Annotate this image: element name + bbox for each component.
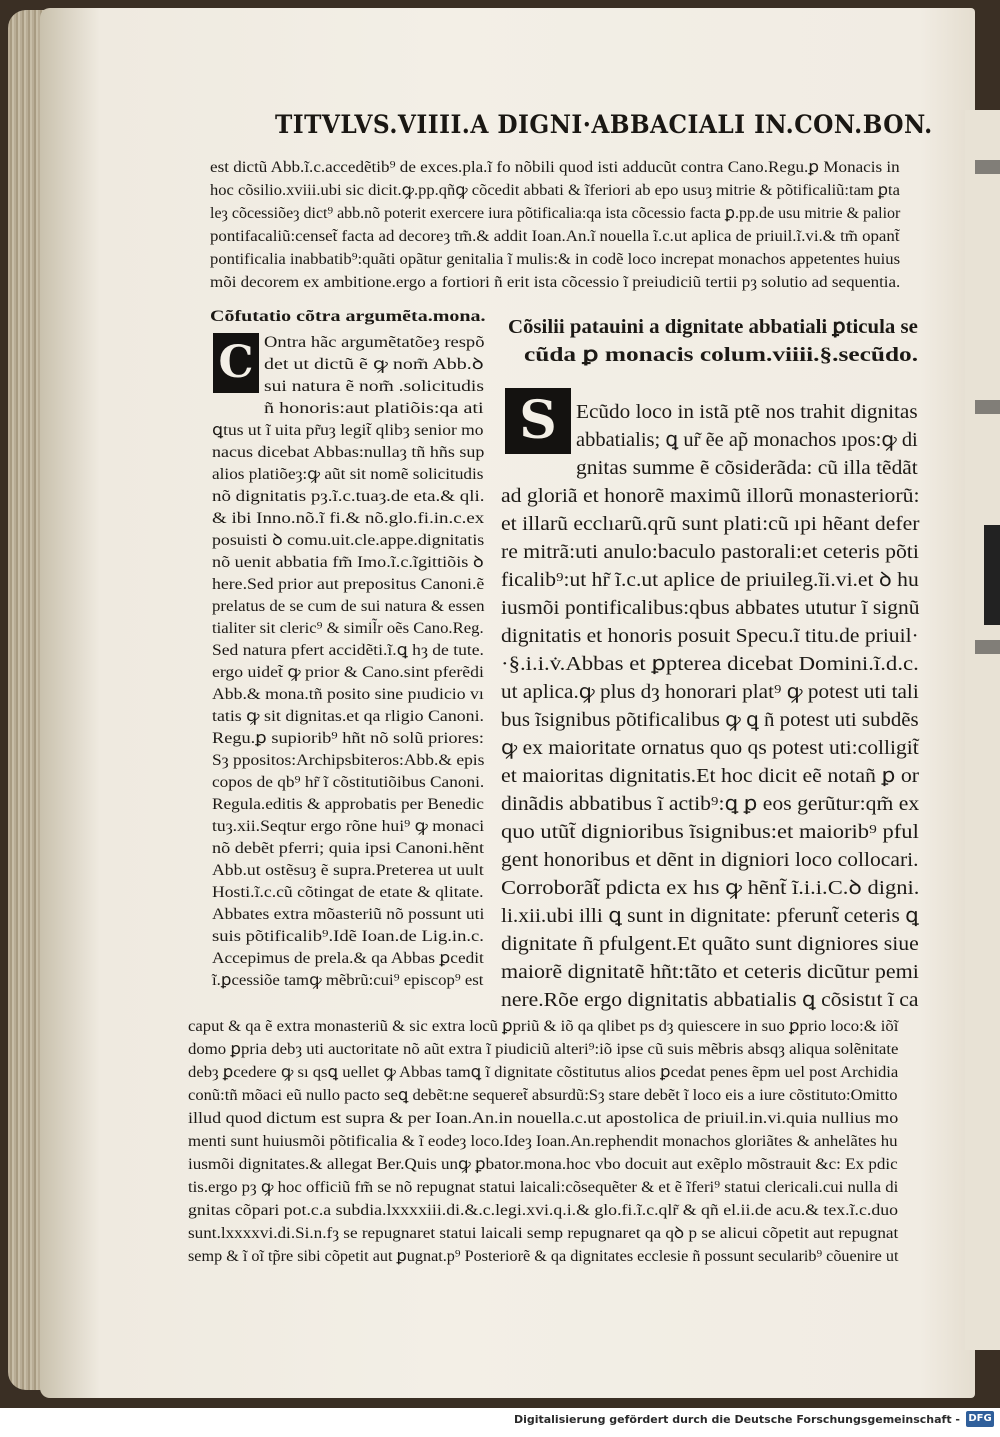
running-head: TITVLVS.VIIII.A DIGNI·ABBACIALI IN.CON.BON. — [275, 110, 933, 139]
text-line: caput & qa ẽ extra monasteriũ & sic extra locũ ꝑpriũ & iõ qa qlibet ps dȝ quiescere in suo ꝑprio loco:& iõĩ — [188, 1018, 899, 1035]
text-line: quo utũt̃ dignioribus ĩsignibus:et maiorib⁹ pful — [501, 821, 919, 843]
text-line: gnitas summe ẽ cõsiderãda: cũ illa tẽdãt — [576, 457, 918, 479]
text-line: hoc cõsilio.xviii.ubi sic dicit.ꝙ.pp.qñꝙ cõcedit abbati & ĩferiori ab epo usuȝ mitrie & põtificaliũ:tam ꝑta — [210, 182, 900, 199]
text-line: ficalib⁹:ut hr̃ ĩ.c.ut aplice de priuileg.ĩi.vi.et ꝺ hu — [501, 569, 919, 591]
text-line: dignitatis et honoris posuit Specu.ĩ titu.de priuil· — [501, 625, 919, 647]
text-line: Sed natura pfert accidẽti.ĩ.ꝗ hȝ de tute. — [212, 642, 484, 659]
text-line: nõ uenit abbatia fm̃ Imo.ĩ.c.ĩgittiõis ꝺ — [212, 554, 484, 571]
text-line: gnitas cõpari pot.c.a subdia.lxxxxiii.di.&.c.legi.xvi.q.i.& glo.fi.ĩ.c.qlr̃ & qñ el.ii.de acu.& tex.ĩ.c.duo — [188, 1202, 898, 1219]
text-line: et illarũ ecclıarũ.qrũ sunt plati:cũ ıpi hẽant defer — [501, 513, 920, 535]
text-line: pontifacaliũ:censet̃ facta ad decoreȝ tm̃.& addit Ioan.An.ĩ nouella ĩ.c.ut aplica de priuil.ĩ.vi.& tm̃ opant̃ — [210, 228, 900, 245]
text-line: & ibi Inno.nõ.ĩ fi.& nõ.glo.fi.in.c.ex — [212, 510, 485, 527]
text-line: ut aplica.ꝙ plus dȝ honorari plat⁹ ꝙ potest uti tali — [501, 681, 919, 703]
facing-page-text — [975, 640, 1000, 654]
text-line: Corroborãt̃ pdicta ex hıs ꝙ hẽnt̃ ĩ.i.i.C.ꝺ digni. — [501, 877, 920, 899]
text-line: Accepimus de prela.& qa Abbas ꝑcedit — [212, 950, 484, 967]
text-line: sunt.lxxxxvi.di.Si.n.fȝ se repugnaret statui laicali semp repugnaret qa qꝺ p se alicui cõpetit aut repugnat — [188, 1225, 899, 1242]
text-line: Regu.ꝑ supiorib⁹ hñt nõ solũ priores: — [212, 730, 484, 747]
facing-page-text — [975, 400, 1000, 414]
dfg-logo: DFG — [966, 1411, 994, 1427]
text-line: tuȝ.xii.Seqtur ergo rõne hui⁹ ꝙ monaci — [212, 818, 485, 835]
text-line: nõ debẽt pferri; quia ipsi Canoni.hẽnt — [212, 840, 485, 857]
text-line: Abb.& mona.tñ posito sine pıudicio vı — [212, 686, 484, 703]
text-line: Hosti.ĩ.c.cũ cõtingat de etate & qlitate. — [212, 884, 484, 901]
decorated-initial: C — [213, 333, 259, 393]
section-heading: Cõfutatio cõtra argumẽta.mona. — [210, 308, 486, 325]
text-line: bus ĩsignibus põtificalibus ꝙ ꝗ ñ potest uti subdẽs — [501, 709, 919, 731]
section-heading: cũda ꝑ monacis colum.viiii.§.secũdo. — [524, 344, 919, 366]
text-line: Abb.ut ostẽsuȝ ẽ supra.Preterea ut uult — [212, 862, 484, 879]
text-line: copos de qb⁹ hr̃ ĩ cõstitutiõibus Canoni. — [212, 774, 485, 791]
funding-notice: Digitalisierung gefördert durch die Deutsche Forschungsgemeinschaft - — [513, 1413, 960, 1426]
facing-page-edge — [965, 110, 1000, 1350]
text-line: Abbates extra mõasteriũ nõ possunt uti — [212, 906, 485, 923]
text-line: dignitate ñ pfulgent.Et quãto sunt digniores siue — [501, 933, 919, 955]
text-line: iusmõi pontificalibus:qbus abbates ututur ĩ signũ — [501, 597, 920, 619]
text-line: pontificalia inabbatib⁹:quãti opãtur genitalia ĩ mulis:& in codẽ loco increpat monachos appetentes huius — [210, 251, 901, 268]
text-line: iusmõi dignitates.& allegat Ber.Quis unꝙ ꝑbator.mona.hoc vbo docuit aut exẽplo mõstrauit &c: Ex pdic — [188, 1156, 898, 1173]
text-line: tialiter sit cleric⁹ & simil̃r oẽs Cano.Reg. — [212, 620, 484, 637]
text-line: ñ honoris:aut platiõis:qa ati — [264, 400, 484, 417]
text-line: prelatus de se cum de sui natura & essen — [212, 598, 485, 615]
text-line: leȝ cõcessiõeȝ dict⁹ abb.nõ poterit exercere iura põtificalia:qa ista cõcessio facta ꝑ.pp.de usu mitrie & palior — [210, 205, 901, 222]
text-line: det ut dictũ ẽ ꝙ nom̃ Abb.ꝺ — [264, 356, 484, 373]
text-line: domo ꝑpria debȝ uti auctoritate nõ aũt extra ĩ piudiciũ alteri⁹:iõ ipse cũ suis mẽbris absqȝ aliqua solẽnitate — [188, 1041, 899, 1058]
text-line: li.xii.ubi illi ꝗ sunt in dignitate: pferunt̃ ceteris ꝗ — [501, 905, 919, 927]
text-line: ꝗtus ut ĩ uita pr̃uȝ legit̃ qlibȝ senior mo — [212, 422, 484, 439]
text-line: suis põtificalib⁹.Idẽ Ioan.de Lig.in.c. — [212, 928, 484, 945]
text-line: Sȝ ppositos:Archipsbiteros:Abb.& epis — [212, 752, 485, 769]
text-line: conũ:tñ mõaci eũ nullo pacto seꝗ debẽt:ne sequeret̃ absurdũ:Sȝ stare debẽt ĩ loco eis a iure cõstituto:Omitto — [188, 1087, 898, 1104]
text-line: nere.Rõe ergo dignitatis abbatialis ꝗ cõsistıt ĩ ca — [501, 989, 919, 1011]
text-line: alios platiõeȝ:ꝙ aũt sit nomẽ solicitudis — [212, 466, 484, 483]
text-line: menti sunt huiusmõi põtificalia & ĩ eodeȝ loco.Ideȝ Ioan.An.rephendit monachos gloriãtes & anhelãtes hu — [188, 1133, 898, 1150]
section-heading: Cõsilii patauini a dignitate abbatiali ꝑticula se — [508, 316, 918, 338]
text-line: gent honoribus et dẽnt in digniori loco collocari. — [501, 849, 919, 871]
text-line: est dictũ Abb.ĩ.c.accedẽtib⁹ de exces.pla.ĩ fo nõbili quod isti adducũt contra Cano.Regu.ꝑ Monacis in — [210, 159, 900, 176]
text-line: tatis ꝙ sit dignitas.et qa rligio Canoni. — [212, 708, 484, 725]
text-line: nõ dignitatis pȝ.ĩ.c.tuaȝ.de eta.& qli. — [212, 488, 485, 505]
text-line: nacus dicebat Abbas:nullaȝ tñ hñs sup — [212, 444, 485, 461]
text-line: ꝙ ex maioritate ornatus quo qs potest uti:colligit̃ — [501, 737, 919, 759]
facing-page-text — [975, 160, 1000, 174]
text-line: semp & ĩ oĩ tp̃re sibi cõpetit aut ꝑugnat.p⁹ Posteriorẽ & qa dignitates ecclesie ñ possunt secularib⁹ cõuenire ut — [188, 1248, 899, 1265]
text-line: Ontra hãc argumẽtatõeȝ respõ — [264, 334, 485, 351]
text-line: ĩ.ꝑcessiõe tamꝙ mẽbrũ:cui⁹ episcop⁹ est — [212, 972, 484, 989]
text-line: mõi decorem ex ambitione.ergo a fortiori ñ erit ista cõcessio ĩ preiudiciũ tertii pȝ solutio ad sequentia. — [210, 274, 901, 291]
text-line: abbatialis; ꝗ ur̃ ẽe ap̃ monachos ıpos:ꝙ di — [576, 429, 918, 451]
text-line: re mitrã:uti anulo:baculo pastorali:et ceteris põti — [501, 541, 919, 563]
text-line: maiorẽ dignitatẽ hñt:tãto et ceteris dicũtur pemi — [501, 961, 919, 983]
text-line: illud quod dictum est supra & per Ioan.An.in nouella.c.ut apostolica de priuil.in.vi.quia nullius mo — [188, 1110, 899, 1127]
text-line: et maioritas dignitatis.Et hoc dicit eẽ notañ ꝑ or — [501, 765, 920, 787]
decorated-initial: S — [505, 388, 571, 454]
text-line: dinãdis abbatibus ĩ actib⁹:ꝗ ꝑ eos gerũtur:qm̃ ex — [501, 793, 920, 815]
facing-page-initial — [984, 525, 1000, 625]
text-line: Ecũdo loco in istã ptẽ nos trahit dignitas — [576, 401, 918, 423]
text-line: here.Sed prior aut prepositus Canoni.ẽ — [212, 576, 485, 593]
text-line: tis.ergo pȝ ꝙ hoc officiũ fm̃ se nõ repugnat statui laicali:cõsequẽter & et ẽ ĩferi⁹ statui clericali.cui nulla di — [188, 1179, 899, 1196]
text-line: Regula.editis & approbatis per Benedic — [212, 796, 484, 813]
text-line: ·§.i.i.v̇.Abbas et ꝑpterea dicebat Domini.ĩ.d.c. — [501, 653, 919, 675]
text-line: ad gloriã et honorẽ maximũ illorũ monasteriorũ: — [501, 485, 920, 507]
text-line: posuisti ꝺ comu.uit.cle.appe.dignitatis — [212, 532, 485, 549]
text-line: ergo uidet̃ ꝙ prior & Cano.sint pferẽdi — [212, 664, 484, 681]
text-line: debȝ ꝑcedere ꝙ sı qsꝗ uellet ꝙ Abbas tamꝗ ĩ dignitate cõstitutus alios ꝑcedat penes ẽpm uel post Archidia — [188, 1064, 899, 1081]
text-line: sui natura ẽ nom̃ .solicitudis — [264, 378, 484, 395]
